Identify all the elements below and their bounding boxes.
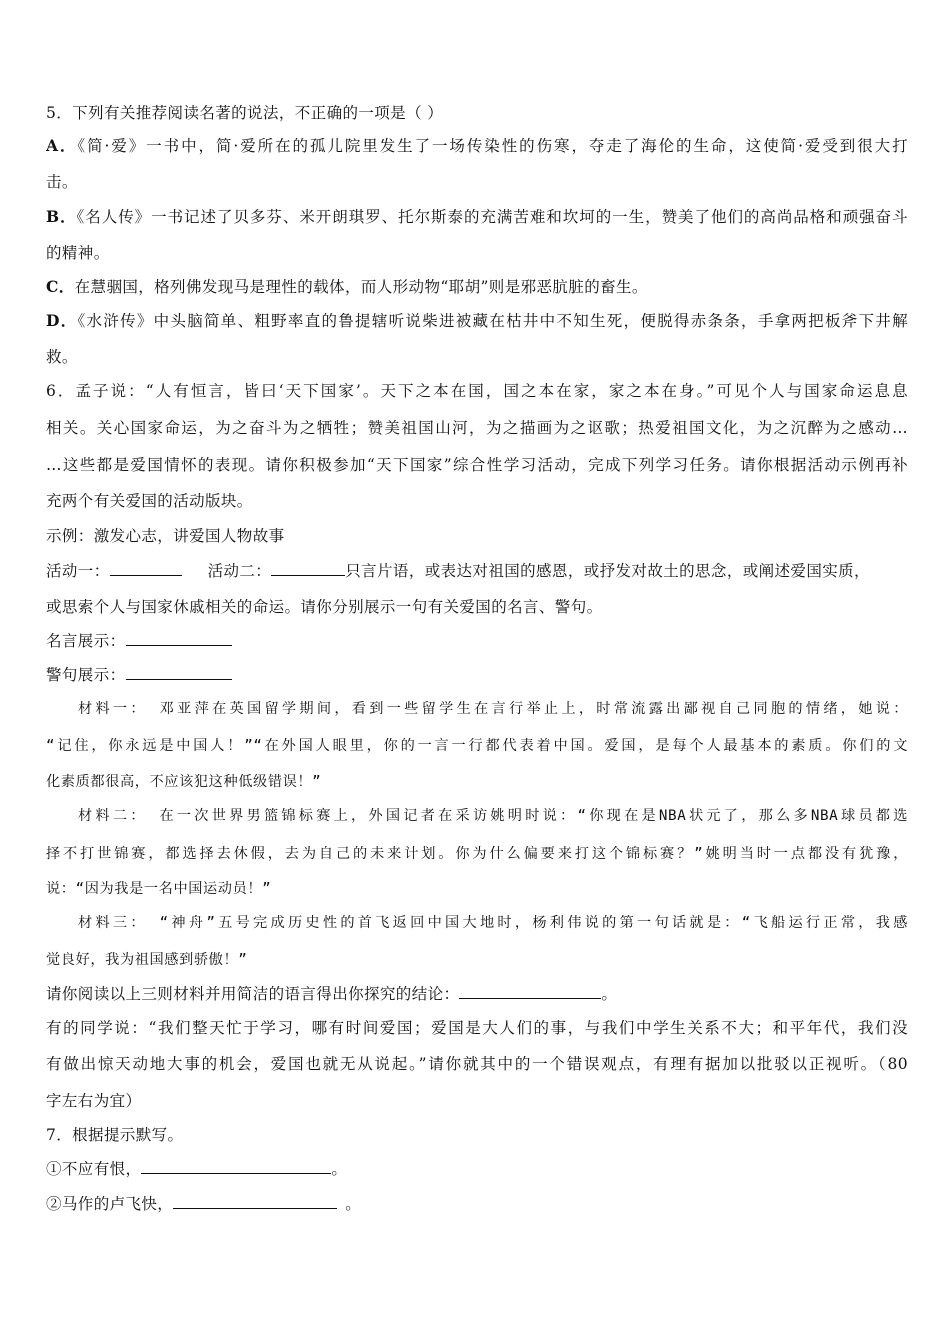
q6-paragraph-line1: 6．孟子说：“人有恒言，皆曰‘天下国家’。天下之本在国，国之本在家，家之本在身。”可见个人与国家命运息息 [46,382,908,400]
material-two-line2: 择不打世锦赛，都选择去休假，去为自己的未来计划。你为什么偏要来打这个锦标赛？”姚明当时一点都没有犹豫， [46,846,908,862]
q5-option-c [46,276,908,298]
material-two-line1: 材料二： 在一次世界男篮锦标赛上，外国记者在采访姚明时说：“你现在是NBA状元了，那么多NBA球员都选 [78,808,908,824]
statement-line3: 字左右为宜） [46,1092,142,1110]
q5-option-b-text: 《名人传》一书记述了贝多芬、米开朗琪罗、托尔斯泰的充满苦难和坎坷的一生，赞美了他们的高尚品格和顽强奋斗 [76,208,908,226]
q7-item1-period: 。 [331,1160,348,1178]
material-three-line2: 觉良好，我为祖国感到骄傲！” [46,952,248,968]
q5-option-d-cont: 救。 [46,348,78,366]
q7-item2-text: ②马作的卢飞快， [46,1195,174,1213]
q7-item1 [46,1158,908,1180]
q6-paragraph-line2: 相关。关心国家命运，为之奋斗为之牺牲；赞美祖国山河，为之描画为之讴歌；热爱祖国文化，为之沉醉为之感动… [46,419,908,437]
q5-option-a-cont: 击。 [46,173,78,191]
q5-option-b-label: B． [46,207,77,226]
q6-paragraph-line4: 充两个有关爱国的活动版块。 [46,492,253,510]
q5-option-d-text: 《水浒传》中头脑简单、粗野率直的鲁提辖听说柴进被藏在枯井中不知生死，便脱得赤条条，手拿两把板斧下井解 [77,312,908,330]
q5-option-a [46,135,908,157]
conclusion-period: 。 [601,985,618,1003]
q5-option-b-cont: 的精神。 [46,244,110,262]
activity-two-blank[interactable] [271,560,345,576]
q6-activity-line2: 或思索个人与国家休戚相关的命运。请你分别展示一句有关爱国的名言、警句。 [46,598,603,616]
q5-option-b [46,206,908,228]
conclusion-prompt: 请你阅读以上三则材料并用简洁的语言得出你探究的结论： [46,985,460,1003]
q7-stem: 7．根据提示默写。 [46,1126,184,1144]
q5-option-a-label: A． [46,136,78,155]
q7-item1-text: ①不应有恨， [46,1160,142,1178]
q6-activities [46,560,908,582]
material-two-line3: 说：“因为我是一名中国运动员！” [46,881,272,897]
statement-line1: 有的同学说：“我们整天忙于学习，哪有时间爱国；爱国是大人们的事，与我们中学生关系不大；和平年代，我们没 [46,1019,908,1037]
activity-one-label: 活动一： [46,562,110,580]
q5-stem: 5．下列有关推荐阅读名著的说法，不正确的一项是（ ） [46,104,444,122]
quote-row [46,630,908,652]
material-three-line1: 材料三： “神舟”五号完成历史性的首飞返回中国大地时，杨利伟说的第一句话就是：“飞船运行正常，我感 [78,915,908,931]
motto-label: 警句展示： [46,666,126,684]
q7-item2-period: 。 [345,1195,362,1213]
q5-option-c-label: C． [46,277,75,296]
material-one-line1: 材料一： 邓亚萍在英国留学期间，看到一些留学生在言行举止上，时常流露出鄙视自己同胞的情绪，她说： [78,701,908,717]
statement-line2: 有做出惊天动地大事的机会，爱国也就无从说起。”请你就其中的一个错误观点，有理有据加以批驳以正视听。（80 [46,1055,908,1073]
q7-item2-blank[interactable] [173,1193,337,1209]
q5-option-a-text: 《简·爱》一书中，简·爱所在的孤儿院里发生了一场传染性的伤寒，夺走了海伦的生命，这使简·爱受到很大打 [77,137,908,155]
q5-option-c-text: 在慧骃国，格列佛发现马是理性的载体，而人形动物“耶胡”则是邪恶肮脏的畜生。 [74,278,648,296]
q5-option-d [46,310,908,332]
motto-blank[interactable] [126,664,232,680]
q6-paragraph-line3: …这些都是爱国情怀的表现。请你积极参加“天下国家”综合性学习活动，完成下列学习任务。请你根据活动示例再补 [46,456,908,474]
q6-example: 示例：激发心志，讲爱国人物故事 [46,527,285,545]
activity-two-text: 只言片语，或表达对祖国的感恩，或抒发对故土的思念，或阐述爱国实质， [345,562,870,580]
q7-item1-blank[interactable] [141,1158,331,1174]
conclusion-blank[interactable] [459,983,601,999]
q5-option-d-label: D． [46,311,78,330]
quote-label: 名言展示： [46,632,126,650]
conclusion-row [46,983,908,1005]
activity-one-blank[interactable] [110,560,182,576]
quote-blank[interactable] [126,630,232,646]
activity-two-label: 活动二： [207,562,272,580]
material-one-line3: 化素质都很高，不应该犯这种低级错误！” [46,774,322,790]
q7-item2 [46,1193,908,1215]
motto-row [46,664,908,686]
material-one-line2: “记住，你永远是中国人！”“在外国人眼里，你的一言一行都代表着中国。爱国，是每个人最基本的素质。你们的文 [46,738,908,754]
